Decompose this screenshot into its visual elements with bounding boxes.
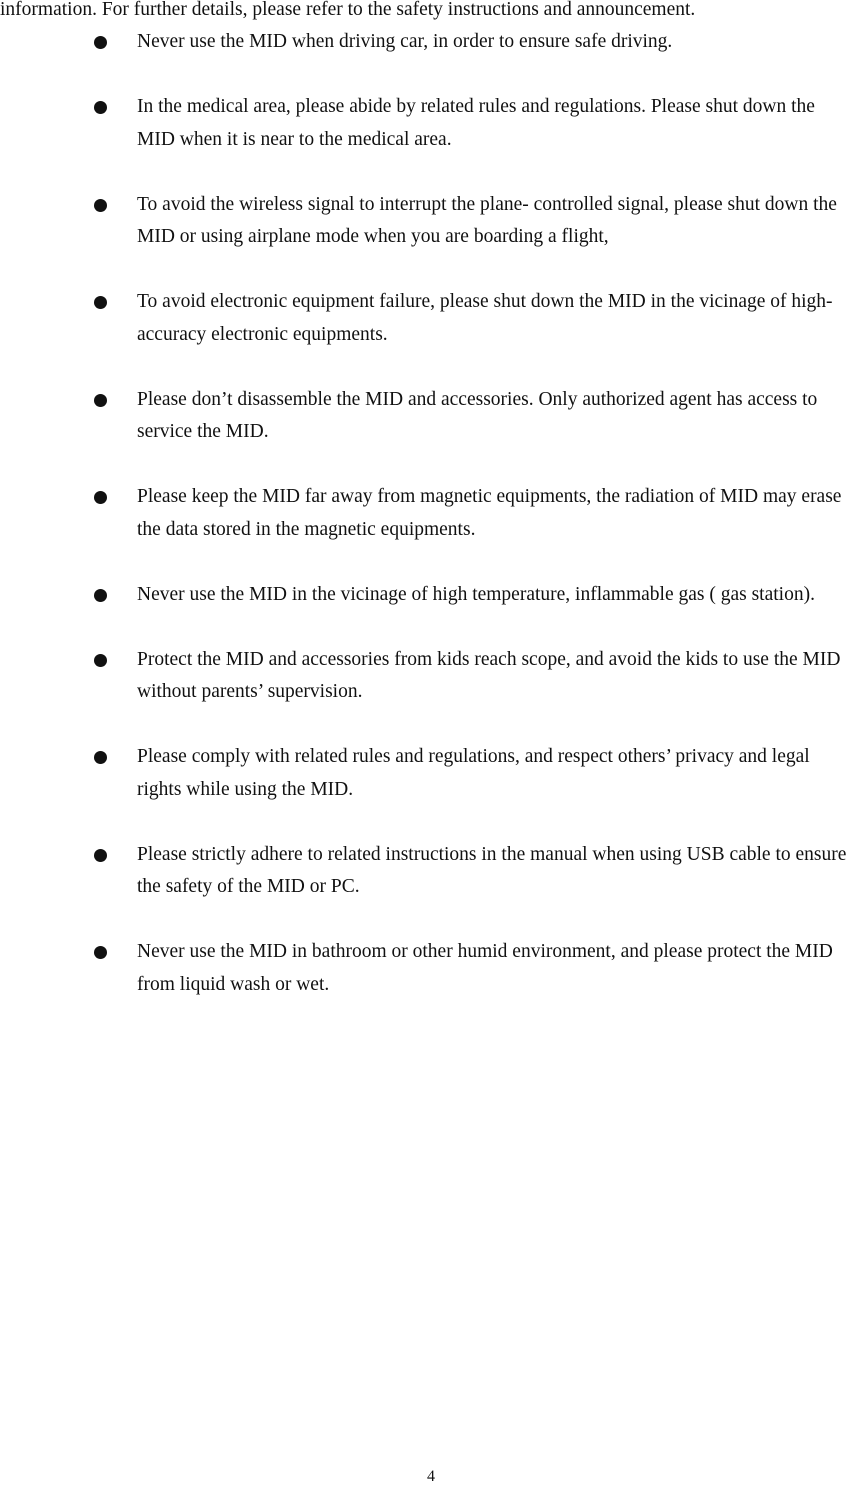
bullet-dot-icon	[94, 946, 107, 959]
bullet-dot-icon	[94, 849, 107, 862]
list-item	[0, 936, 847, 1001]
bullet-text: To avoid electronic equipment failure, please shut down the MID in the vicinage of high-accuracy electronic equipments.	[137, 291, 833, 345]
list-item	[0, 384, 847, 449]
bullet-dot-icon	[94, 589, 107, 602]
list-item	[0, 189, 847, 254]
bullet-dot-icon	[94, 654, 107, 667]
bullet-dot-icon	[94, 491, 107, 504]
page-number: 4	[427, 1468, 435, 1485]
list-item	[0, 286, 847, 351]
bullet-text: In the medical area, please abide by related rules and regulations. Please shut down the MID when it is near to the medical area.	[137, 96, 815, 150]
bullet-text: Please keep the MID far away from magnetic equipments, the radiation of MID may erase the data stored in the magnetic equipments.	[137, 486, 842, 540]
list-item	[0, 579, 847, 612]
list-item	[0, 644, 847, 709]
bullet-text: Never use the MID when driving car, in order to ensure safe driving.	[137, 31, 673, 52]
list-item	[0, 91, 847, 156]
bullet-text: Protect the MID and accessories from kids reach scope, and avoid the kids to use the MID without parents’ supervision.	[137, 648, 841, 702]
bullet-dot-icon	[94, 296, 107, 309]
bullet-dot-icon	[94, 101, 107, 114]
bullet-dot-icon	[94, 199, 107, 212]
list-item	[0, 26, 847, 59]
bullet-dot-icon	[94, 751, 107, 764]
list-item	[0, 481, 847, 546]
bullet-text: To avoid the wireless signal to interrupt the plane- controlled signal, please shut down the MID or using airplane mode when you are boarding a flight,	[137, 193, 837, 247]
intro-continuation-text: information. For further details, please refer to the safety instructions and announcement.	[0, 0, 696, 20]
bullet-text: Please strictly adhere to related instructions in the manual when using USB cable to ensure the safety of the MID or PC.	[137, 843, 847, 897]
list-item	[0, 839, 847, 904]
bullet-text: Please don’t disassemble the MID and accessories. Only authorized agent has access to service the MID.	[137, 388, 818, 442]
list-item	[0, 741, 847, 806]
bullet-text: Please comply with related rules and regulations, and respect others’ privacy and legal rights while using the MID.	[137, 746, 810, 800]
safety-bullet-list	[0, 26, 847, 1034]
bullet-dot-icon	[94, 394, 107, 407]
bullet-text: Never use the MID in bathroom or other humid environment, and please protect the MID from liquid wash or wet.	[137, 941, 833, 995]
bullet-dot-icon	[94, 36, 107, 49]
bullet-text: Never use the MID in the vicinage of high temperature, inflammable gas ( gas station).	[137, 583, 815, 605]
